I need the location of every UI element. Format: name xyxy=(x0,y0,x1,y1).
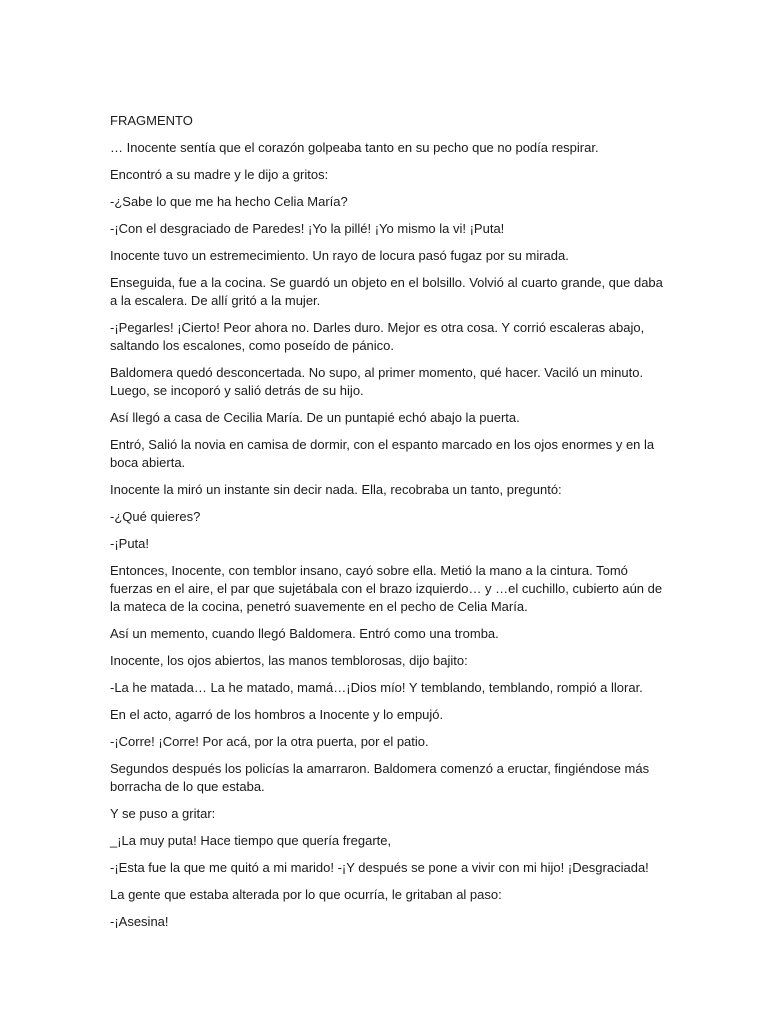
paragraph: Así llegó a casa de Cecilia María. De un puntapié echó abajo la puerta. xyxy=(110,410,520,425)
paragraph: Entonces, Inocente, con temblor insano, cayó sobre ella. Metió la mano a la cintura. Tomó fuerzas en el aire, el par que sujetábala con el brazo izquierdo… y …el cuchillo, cubierto aún de la mateca de la cocina, penetró suavemente en el pecho de Celia María. xyxy=(110,563,663,614)
paragraph: Y se puso a gritar: xyxy=(110,806,216,821)
paragraph: … Inocente sentía que el corazón golpeaba tanto en su pecho que no podía respirar. xyxy=(110,140,599,155)
paragraph: _¡La muy puta! Hace tiempo que quería fregarte, xyxy=(110,833,392,848)
paragraph: Enseguida, fue a la cocina. Se guardó un objeto en el bolsillo. Volvió al cuarto grande, que daba a la escalera. De allí gritó a la mujer. xyxy=(110,275,663,308)
paragraph: -¡Corre! ¡Corre! Por acá, por la otra puerta, por el patio. xyxy=(110,734,429,749)
paragraph: -¡Asesina! xyxy=(110,914,169,929)
paragraph: -¡Esta fue la que me quitó a mi marido! -¡Y después se pone a vivir con mi hijo! ¡Desgraciada! xyxy=(110,860,649,875)
document-title: FRAGMENTO xyxy=(110,113,193,128)
paragraph: -¿Qué quieres? xyxy=(110,509,201,524)
paragraph: Segundos después los policías la amarraron. Baldomera comenzó a eructar, fingiéndose más borracha de lo que estaba. xyxy=(110,761,650,794)
paragraph: Así un memento, cuando llegó Baldomera. Entró como una tromba. xyxy=(110,626,499,641)
paragraph: Inocente, los ojos abiertos, las manos temblorosas, dijo bajito: xyxy=(110,653,468,668)
paragraph: -¡Puta! xyxy=(110,536,150,551)
paragraph: La gente que estaba alterada por lo que ocurría, le gritaban al paso: xyxy=(110,887,502,902)
paragraph: Inocente la miró un instante sin decir nada. Ella, recobraba un tanto, preguntó: xyxy=(110,482,562,497)
paragraph: Baldomera quedó desconcertada. No supo, al primer momento, qué hacer. Vaciló un minuto. Luego, se incoporó y salió detrás de su hijo. xyxy=(110,365,644,398)
paragraph: -La he matada… La he matado, mamá…¡Dios mío! Y temblando, temblando, rompió a llorar. xyxy=(110,680,643,695)
paragraph: En el acto, agarró de los hombros a Inocente y lo empujó. xyxy=(110,707,444,722)
paragraph: -¡Con el desgraciado de Paredes! ¡Yo la pillé! ¡Yo mismo la vi! ¡Puta! xyxy=(110,221,505,236)
paragraph: Encontró a su madre y le dijo a gritos: xyxy=(110,167,329,182)
paragraph: -¿Sabe lo que me ha hecho Celia María? xyxy=(110,194,348,209)
paragraph: Entró, Salió la novia en camisa de dormir, con el espanto marcado en los ojos enormes y en la boca abierta. xyxy=(110,437,655,470)
document-body xyxy=(110,112,670,940)
paragraph: -¡Pegarles! ¡Cierto! Peor ahora no. Darles duro. Mejor es otra cosa. Y corrió escaleras abajo, saltando los escalones, como poseído de pánico. xyxy=(110,320,645,353)
paragraph: Inocente tuvo un estremecimiento. Un rayo de locura pasó fugaz por su mirada. xyxy=(110,248,569,263)
